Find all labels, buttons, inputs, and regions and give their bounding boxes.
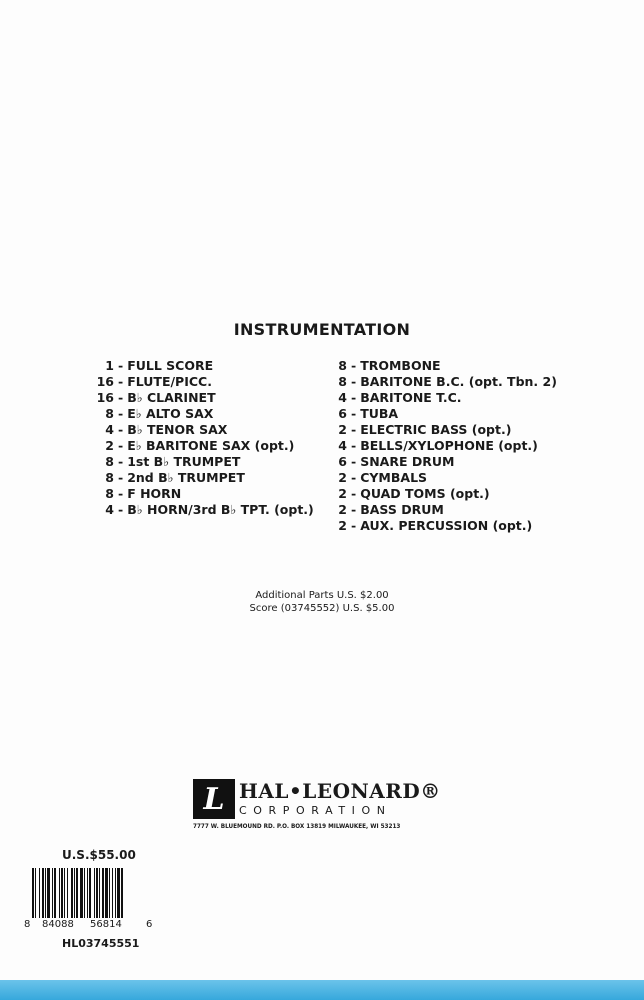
part-row: 8 - 2nd B♭ TRUMPET (82, 470, 314, 486)
logo-name: HAL•LEONARD® (239, 779, 441, 803)
part-name: TROMBONE (360, 358, 441, 373)
part-row: 4 - BARITONE T.C. (338, 390, 462, 405)
logo-subtitle: CORPORATION (239, 804, 392, 817)
part-qty: 8 (105, 486, 114, 501)
part-qty: 16 (96, 374, 114, 389)
part-row: 8 - BARITONE B.C. (opt. Tbn. 2) (338, 374, 557, 389)
publisher-address: 7777 W. BLUEMOUND RD. P.O. BOX 13819 MILWAUKEE, WI 53213 (193, 824, 401, 830)
hal-leonard-logo (193, 777, 453, 837)
barcode-group-1: 84088 (42, 919, 74, 930)
part-row: 2 - BASS DRUM (338, 502, 444, 517)
part-name: BARITONE B.C. (opt. Tbn. 2) (360, 374, 557, 389)
part-qty: 4 (338, 390, 347, 405)
part-qty: 8 (338, 358, 347, 373)
part-name: QUAD TOMS (opt.) (360, 486, 490, 501)
retail-price: U.S.$55.00 (62, 848, 136, 862)
part-qty: 2 (338, 470, 347, 485)
part-name: 2nd B♭ TRUMPET (127, 470, 245, 485)
part-qty: 2 (105, 438, 114, 453)
part-row: 4 - B♭ TENOR SAX (82, 422, 314, 438)
part-name: TUBA (360, 406, 399, 421)
part-name: E♭ ALTO SAX (127, 406, 214, 421)
price-notes (0, 589, 644, 615)
part-name: AUX. PERCUSSION (opt.) (360, 518, 533, 533)
part-qty: 2 (338, 502, 347, 517)
part-name: FLUTE/PICC. (127, 374, 212, 389)
part-qty: 8 (338, 374, 347, 389)
part-qty: 6 (338, 454, 347, 469)
part-name: CYMBALS (360, 470, 428, 485)
part-qty: 2 (338, 518, 347, 533)
part-row: 16 - FLUTE/PICC. (82, 374, 314, 390)
part-name: BELLS/XYLOPHONE (opt.) (360, 438, 538, 453)
part-name: 1st B♭ TRUMPET (127, 454, 241, 469)
instrumentation-list-left (82, 358, 314, 518)
part-name: B♭ CLARINET (127, 390, 216, 405)
part-qty: 8 (105, 406, 114, 421)
part-name: ELECTRIC BASS (opt.) (360, 422, 512, 437)
part-row: 8 - E♭ ALTO SAX (82, 406, 314, 422)
part-row: 1 - FULL SCORE (82, 358, 314, 374)
part-row: 4 - B♭ HORN/3rd B♭ TPT. (opt.) (82, 502, 314, 518)
part-name: E♭ BARITONE SAX (opt.) (127, 438, 295, 453)
part-qty: 4 (338, 438, 347, 453)
part-qty: 2 (338, 486, 347, 501)
part-row: 2 - ELECTRIC BASS (opt.) (338, 422, 512, 437)
part-row: 2 - QUAD TOMS (opt.) (338, 486, 490, 501)
part-qty: 8 (105, 454, 114, 469)
part-row: 6 - TUBA (338, 406, 399, 421)
part-row: 2 - E♭ BARITONE SAX (opt.) (82, 438, 314, 454)
part-row: 8 - TROMBONE (338, 358, 441, 373)
part-name: FULL SCORE (127, 358, 214, 373)
part-name: SNARE DRUM (360, 454, 455, 469)
additional-parts-price: Additional Parts U.S. $2.00 (255, 590, 389, 601)
instrumentation-list-right (337, 358, 557, 534)
part-row: 2 - AUX. PERCUSSION (opt.) (338, 518, 533, 533)
part-qty: 4 (105, 422, 114, 437)
part-row: 8 - F HORN (82, 486, 314, 502)
part-name: F HORN (127, 486, 182, 501)
part-row: 2 - CYMBALS (338, 470, 428, 485)
part-name: B♭ HORN/3rd B♭ TPT. (opt.) (127, 502, 314, 517)
logo-mark: L (193, 779, 235, 819)
part-name: BARITONE T.C. (360, 390, 462, 405)
instrumentation-heading: INSTRUMENTATION (233, 320, 411, 339)
part-qty: 1 (105, 358, 114, 373)
bottom-color-band (0, 980, 644, 1000)
part-name: B♭ TENOR SAX (127, 422, 228, 437)
part-qty: 8 (105, 470, 114, 485)
part-row: 8 - 1st B♭ TRUMPET (82, 454, 314, 470)
catalog-number: HL03745551 (62, 937, 140, 950)
barcode-digit-first: 8 (24, 919, 31, 930)
score-price: Score (03745552) U.S. $5.00 (249, 603, 395, 614)
barcode (32, 868, 140, 918)
part-row: 16 - B♭ CLARINET (82, 390, 314, 406)
part-row: 4 - BELLS/XYLOPHONE (opt.) (338, 438, 538, 453)
part-qty: 2 (338, 422, 347, 437)
barcode-group-2: 56814 (90, 919, 122, 930)
barcode-digit-last: 6 (146, 919, 153, 930)
part-qty: 6 (338, 406, 347, 421)
part-row: 6 - SNARE DRUM (338, 454, 455, 469)
part-qty: 16 (96, 390, 114, 405)
part-name: BASS DRUM (360, 502, 444, 517)
part-qty: 4 (105, 502, 114, 517)
